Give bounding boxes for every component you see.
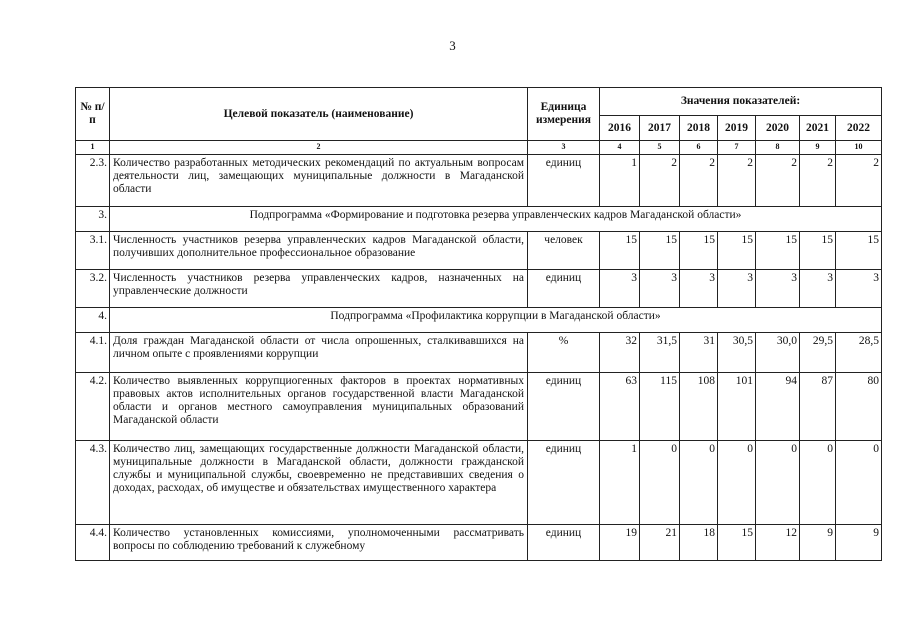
row-number: 4.1.	[76, 333, 110, 373]
value-cell: 1	[600, 155, 640, 207]
table-row	[76, 333, 882, 373]
value-cell: 108	[680, 373, 718, 441]
indicator-name: Количество разработанных методических рекомендаций по актуальным вопросам деятельности лиц, замещающих муниципальные должности в Магаданской области	[110, 155, 528, 207]
page-number: 3	[449, 38, 456, 53]
column-number: 7	[718, 141, 756, 155]
value-cell: 30,0	[756, 333, 800, 373]
row-number: 3.	[76, 207, 110, 232]
value-cell: 31	[680, 333, 718, 373]
indicator-name: Количество лиц, замещающих государственные должности Магаданской области, муниципальные должности в Магаданской области, должности гражданской службы и муниципальной службы, своевременно не представивших сведения о доходах, расходах, об имуществе и обязательствах имущественного характера	[110, 441, 528, 525]
row-number: 4.3.	[76, 441, 110, 525]
header-year: 2016	[600, 116, 640, 141]
value-cell: 9	[836, 525, 882, 561]
value-cell: 0	[680, 441, 718, 525]
value-cell: 15	[718, 232, 756, 270]
indicator-name: Численность участников резерва управленческих кадров, назначенных на управленческие должности	[110, 270, 528, 308]
value-cell: 2	[800, 155, 836, 207]
table-row	[76, 232, 882, 270]
value-cell: 19	[600, 525, 640, 561]
value-cell: 12	[756, 525, 800, 561]
column-number: 2	[110, 141, 528, 155]
value-cell: 2	[680, 155, 718, 207]
indicator-name-text: Количество установленных комиссиями, уполномоченными рассматривать вопросы по соблюдению требований к служебному	[113, 527, 524, 552]
value-cell: 94	[756, 373, 800, 441]
value-cell: 15	[756, 232, 800, 270]
value-cell: 32	[600, 333, 640, 373]
table-row	[76, 270, 882, 308]
value-cell: 15	[718, 525, 756, 561]
indicator-name: Численность участников резерва управленческих кадров Магаданской области, получивших дополнительное профессиональное образование	[110, 232, 528, 270]
row-number: 2.3.	[76, 155, 110, 207]
value-cell: 80	[836, 373, 882, 441]
value-cell: 0	[756, 441, 800, 525]
value-cell: 30,5	[718, 333, 756, 373]
table-row	[76, 441, 882, 525]
column-number: 6	[680, 141, 718, 155]
column-number: 5	[640, 141, 680, 155]
value-cell: 115	[640, 373, 680, 441]
value-cell: 0	[718, 441, 756, 525]
column-number: 1	[76, 141, 110, 155]
unit: единиц	[528, 373, 600, 441]
value-cell: 29,5	[800, 333, 836, 373]
value-cell: 3	[800, 270, 836, 308]
value-cell: 18	[680, 525, 718, 561]
table-row	[76, 155, 882, 207]
value-cell: 3	[756, 270, 800, 308]
value-cell: 1	[600, 441, 640, 525]
header-num: № п/п	[76, 88, 110, 141]
header-year: 2020	[756, 116, 800, 141]
value-cell: 0	[800, 441, 836, 525]
header-unit: Единица измерения	[528, 88, 600, 141]
section-title: Подпрограмма «Формирование и подготовка резерва управленческих кадров Магаданской области»	[110, 207, 882, 232]
unit: единиц	[528, 270, 600, 308]
column-number: 9	[800, 141, 836, 155]
indicator-name: Количество выявленных коррупциогенных факторов в проектах нормативных правовых актов исполнительных органов государственной власти Магаданской области и органов местного самоуправления муниципальных образований Магаданской области	[110, 373, 528, 441]
header-year: 2019	[718, 116, 756, 141]
section-title: Подпрограмма «Профилактика коррупции в Магаданской области»	[110, 308, 882, 333]
indicator-name: Доля граждан Магаданской области от числа опрошенных, сталкивавшихся на личном опыте с проявлениями коррупции	[110, 333, 528, 373]
header-year: 2017	[640, 116, 680, 141]
unit: человек	[528, 232, 600, 270]
unit: единиц	[528, 525, 600, 561]
value-cell: 0	[836, 441, 882, 525]
column-number: 10	[836, 141, 882, 155]
unit: %	[528, 333, 600, 373]
value-cell: 87	[800, 373, 836, 441]
value-cell: 3	[718, 270, 756, 308]
column-number: 4	[600, 141, 640, 155]
value-cell: 2	[718, 155, 756, 207]
value-cell: 21	[640, 525, 680, 561]
column-number: 8	[756, 141, 800, 155]
value-cell: 15	[836, 232, 882, 270]
indicators-table	[75, 87, 882, 561]
value-cell: 2	[640, 155, 680, 207]
section-row	[76, 308, 882, 333]
table-row	[76, 525, 882, 561]
indicator-name	[110, 525, 528, 561]
value-cell: 3	[640, 270, 680, 308]
value-cell: 63	[600, 373, 640, 441]
unit: единиц	[528, 441, 600, 525]
value-cell: 15	[600, 232, 640, 270]
row-number: 4.4.	[76, 525, 110, 561]
row-number: 3.2.	[76, 270, 110, 308]
row-number: 4.2.	[76, 373, 110, 441]
value-cell: 15	[640, 232, 680, 270]
value-cell: 15	[800, 232, 836, 270]
header-indicator: Целевой показатель (наименование)	[110, 88, 528, 141]
value-cell: 0	[640, 441, 680, 525]
value-cell: 3	[600, 270, 640, 308]
value-cell: 28,5	[836, 333, 882, 373]
value-cell: 2	[756, 155, 800, 207]
section-row	[76, 207, 882, 232]
row-number: 4.	[76, 308, 110, 333]
header-year: 2022	[836, 116, 882, 141]
value-cell: 3	[836, 270, 882, 308]
header-year: 2021	[800, 116, 836, 141]
header-values: Значения показателей:	[600, 88, 882, 116]
value-cell: 9	[800, 525, 836, 561]
header-year: 2018	[680, 116, 718, 141]
value-cell: 101	[718, 373, 756, 441]
column-number: 3	[528, 141, 600, 155]
row-number: 3.1.	[76, 232, 110, 270]
value-cell: 31,5	[640, 333, 680, 373]
value-cell: 3	[680, 270, 718, 308]
table-row	[76, 373, 882, 441]
value-cell: 2	[836, 155, 882, 207]
unit: единиц	[528, 155, 600, 207]
value-cell: 15	[680, 232, 718, 270]
